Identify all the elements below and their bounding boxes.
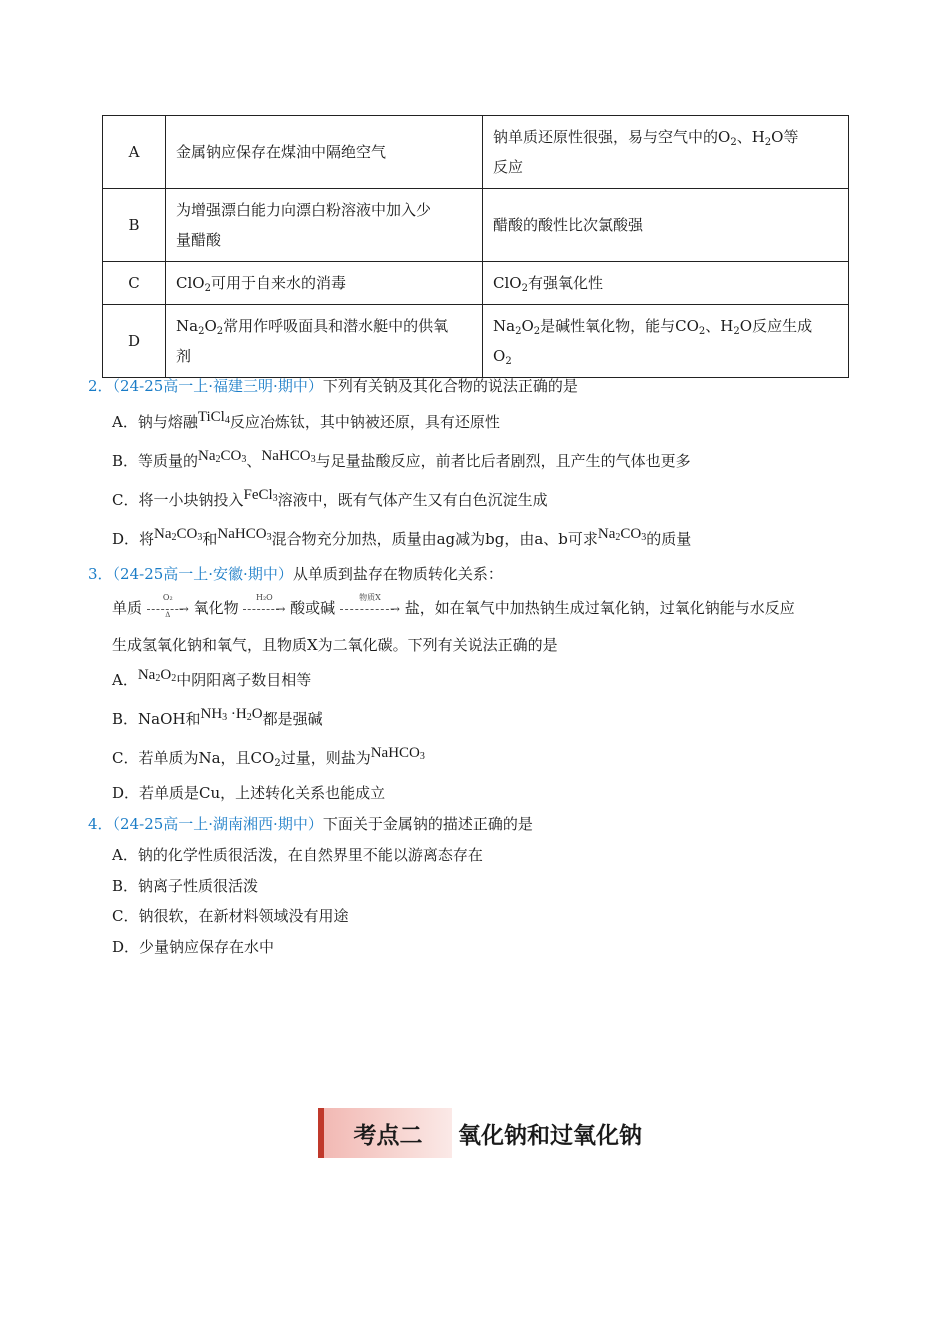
section-tag: 考点二 [324, 1108, 452, 1158]
row-reason: 醋酸的酸性比次氯酸强 [483, 189, 849, 262]
q2-option-b: B．等质量的$Na_2CO_3$、NaHCO$_3$与足量盐酸反应，前者比后者剧烈，且产生的气体也更多 [112, 448, 691, 470]
q3-option-b: B．NaOH和$NH_3 \cdot H_2O$都是强碱 [112, 706, 323, 728]
row-statement: 为增强漂白能力向漂白粉溶液中加入少 量醋酸 [166, 189, 483, 262]
question-text: 下面关于金属钠的描述正确的是 [322, 815, 533, 833]
chain-step: 酸或碱 [290, 599, 336, 617]
row-label: D [103, 305, 166, 378]
chain-tail: ，如在氧气中加热钠生成过氧化钠，过氧化钠能与水反应 [419, 599, 795, 617]
question-3-stem [88, 563, 503, 584]
q3-stem-line2: 生成氢氧化钠和氧气，且物质X为二氧化碳。下列有关说法正确的是 [112, 636, 558, 654]
chain-arrow: O₂ → Δ [147, 602, 189, 616]
q2-option-a: A．钠与熔融TiCl$_4$反应冶炼钛，其中钠被还原，具有还原性 [112, 409, 500, 431]
question-source: （24-25高一上·安徽·期中） [112, 565, 293, 583]
question-text: 下列有关钠及其化合物的说法正确的是 [322, 377, 578, 395]
chain-step: 氧化物 [193, 599, 239, 617]
chain-arrow: 物质X → [340, 602, 400, 616]
q4-option-a: A．钠的化学性质很活泼，在自然界里不能以游离态存在 [112, 846, 483, 864]
section-title: 氧化钠和过氧化钠 [458, 1122, 642, 1149]
chain-step: 单质 [112, 599, 143, 617]
options-table [102, 115, 849, 378]
q3-option-d: D．若单质是Cu，上述转化关系也能成立 [112, 784, 386, 802]
question-number: 2． [88, 377, 113, 395]
row-label: B [103, 189, 166, 262]
q4-option-c: C．钠很软，在新材料领域没有用途 [112, 907, 349, 925]
section-heading [318, 1108, 642, 1158]
q2-option-c: C．将一小块钠投入FeCl$_3$溶液中，既有气体产生又有白色沉淀生成 [112, 487, 548, 509]
conversion-chain [112, 593, 795, 619]
question-source: （24-25高一上·福建三明·期中） [112, 377, 323, 395]
q3-option-a: A．$Na_2O_2$中阴阳离子数目相等 [112, 667, 312, 689]
question-2-stem [88, 375, 578, 396]
q4-option-b: B．钠离子性质很活泼 [112, 877, 259, 895]
row-statement: $Na_2O_2$常用作呼吸面具和潜水艇中的供氧 剂 [166, 305, 483, 378]
question-text: 从单质到盐存在物质转化关系： [292, 565, 503, 583]
q4-option-d: D．少量钠应保存在水中 [112, 938, 275, 956]
q3-option-c: C．若单质为Na，且$CO_2$过量，则盐为NaHCO$_3$ [112, 745, 425, 769]
chain-step: 盐 [404, 599, 420, 617]
question-4-stem [88, 813, 533, 834]
question-number: 3． [88, 565, 113, 583]
row-reason: 钠单质还原性很强，易与空气中的$O_2$、$H_2O$等 反应 [483, 116, 849, 189]
q2-option-d: D．将$Na_2CO_3$和NaHCO$_3$混合物充分加热，质量由ag减为bg，由a、b可求$Na_2CO_3$的质量 [112, 526, 692, 548]
row-label: C [103, 262, 166, 305]
row-statement: 金属钠应保存在煤油中隔绝空气 [166, 116, 483, 189]
row-label: A [103, 116, 166, 189]
row-statement: ClO$_2$可用于自来水的消毒 [166, 262, 483, 305]
row-reason: $Na_2O_2$是碱性氧化物，能与$CO_2$、$H_2O$反应生成 $O_2$ [483, 305, 849, 378]
row-reason: ClO$_2$有强氧化性 [483, 262, 849, 305]
question-source: （24-25高一上·湖南湘西·期中） [112, 815, 323, 833]
chain-arrow: H₂O → [243, 602, 285, 616]
question-number: 4． [88, 815, 113, 833]
